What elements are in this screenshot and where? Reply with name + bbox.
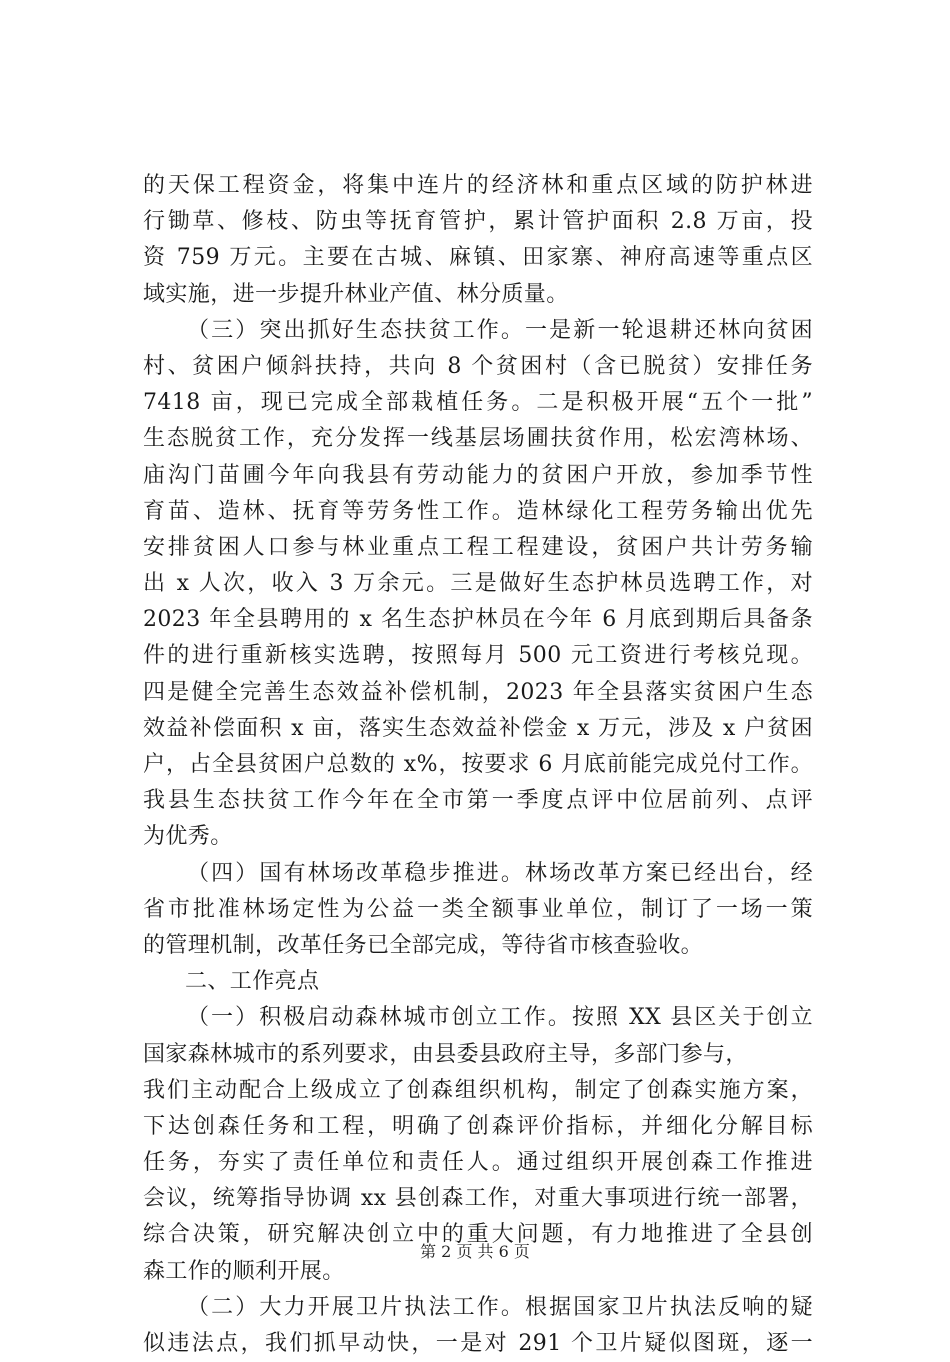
text-line: 任务，夯实了责任单位和责任人。通过组织开展创森工作推进 — [143, 1150, 813, 1176]
section-heading-line: （三）突出抓好生态扶贫工作。一是新一轮退耕还林向贫困 — [187, 317, 813, 343]
text-line: 件的进行重新核实选聘，按照每月 500 元工资进行考核兑现。 — [143, 643, 813, 669]
text-line: 安排贫困人口参与林业重点工程工程建设，贫困户共计劳务输 — [143, 534, 813, 560]
text-line: 2023 年全县聘用的 x 名生态护林员在今年 6 月底到期后具备条 — [143, 607, 813, 633]
text-line: 为优秀。 — [143, 824, 233, 850]
text-line: 我们主动配合上级成立了创森组织机构，制定了创森实施方案， — [143, 1077, 813, 1103]
page-number-footer: 第 2 页 共 6 页 — [420, 1242, 530, 1261]
text-line: 森工作的顺利开展。 — [143, 1258, 345, 1284]
text-line: 下达创森任务和工程，明确了创森评价指标，并细化分解目标 — [143, 1113, 813, 1139]
chapter-heading: 二、工作亮点 — [185, 969, 320, 995]
text-line: 村、贫困户倾斜扶持，共向 8 个贫困村（含已脱贫）安排任务 — [143, 353, 813, 379]
text-line: 育苗、造林、抚育等劳务性工作。造林绿化工程劳务输出优先 — [143, 498, 813, 524]
text-line: 四是健全完善生态效益补偿机制，2023 年全县落实贫困户生态 — [143, 679, 813, 705]
text-line: 效益补偿面积 x 亩，落实生态效益补偿金 x 万元，涉及 x 户贫困 — [143, 715, 813, 741]
text-line: 国家森林城市的系列要求，由县委县政府主导，多部门参与， — [143, 1041, 748, 1067]
section-heading-line: （四）国有林场改革稳步推进。林场改革方案已经出台，经 — [187, 860, 813, 886]
text-line: 省市批准林场定性为公益一类全额事业单位，制订了一场一策 — [143, 896, 813, 922]
text-line: 似违法点，我们抓早动快，一是对 291 个卫片疑似图斑，逐一 — [143, 1331, 813, 1356]
text-line: 出 x 人次，收入 3 万余元。三是做好生态护林员选聘工作，对 — [143, 571, 813, 597]
text-line: 户，占全县贫困户总数的 x%，按要求 6 月底前能完成兑付工作。 — [143, 752, 813, 777]
section-heading-line: （二）大力开展卫片执法工作。根据国家卫片执法反响的疑 — [187, 1294, 813, 1320]
section-heading-line: （一）积极启动森林城市创立工作。按照 XX 县区关于创立 — [187, 1005, 813, 1031]
text-line: 7418 亩，现已完成全部栽植任务。二是积极开展“五个一批” — [143, 390, 813, 416]
body-text — [143, 168, 813, 1362]
text-line: 庙沟门苗圃今年向我县有劳动能力的贫困户开放，参加季节性 — [143, 462, 813, 488]
text-line: 综合决策，研究解决创立中的重大问题，有力地推进了全县创 — [143, 1222, 813, 1248]
text-line: 我县生态扶贫工作今年在全市第一季度点评中位居前列、点评 — [143, 788, 813, 814]
text-line: 资 759 万元。主要在古城、麻镇、田家寨、神府高速等重点区 — [143, 245, 813, 271]
text-line: 会议，统筹指导协调 xx 县创森工作，对重大事项进行统一部署， — [143, 1186, 813, 1212]
text-line: 的管理机制，改革任务已全部完成，等待省市核查验收。 — [143, 932, 704, 958]
text-line: 域实施，进一步提升林业产值、林分质量。 — [143, 281, 569, 307]
text-line: 生态脱贫工作，充分发挥一线基层场圃扶贫作用，松宏湾林场、 — [143, 426, 813, 452]
text-line: 的天保工程资金，将集中连片的经济林和重点区域的防护林进 — [143, 173, 813, 198]
text-line: 行锄草、修枝、防虫等抚育管护，累计管护面积 2.8 万亩，投 — [143, 209, 813, 235]
